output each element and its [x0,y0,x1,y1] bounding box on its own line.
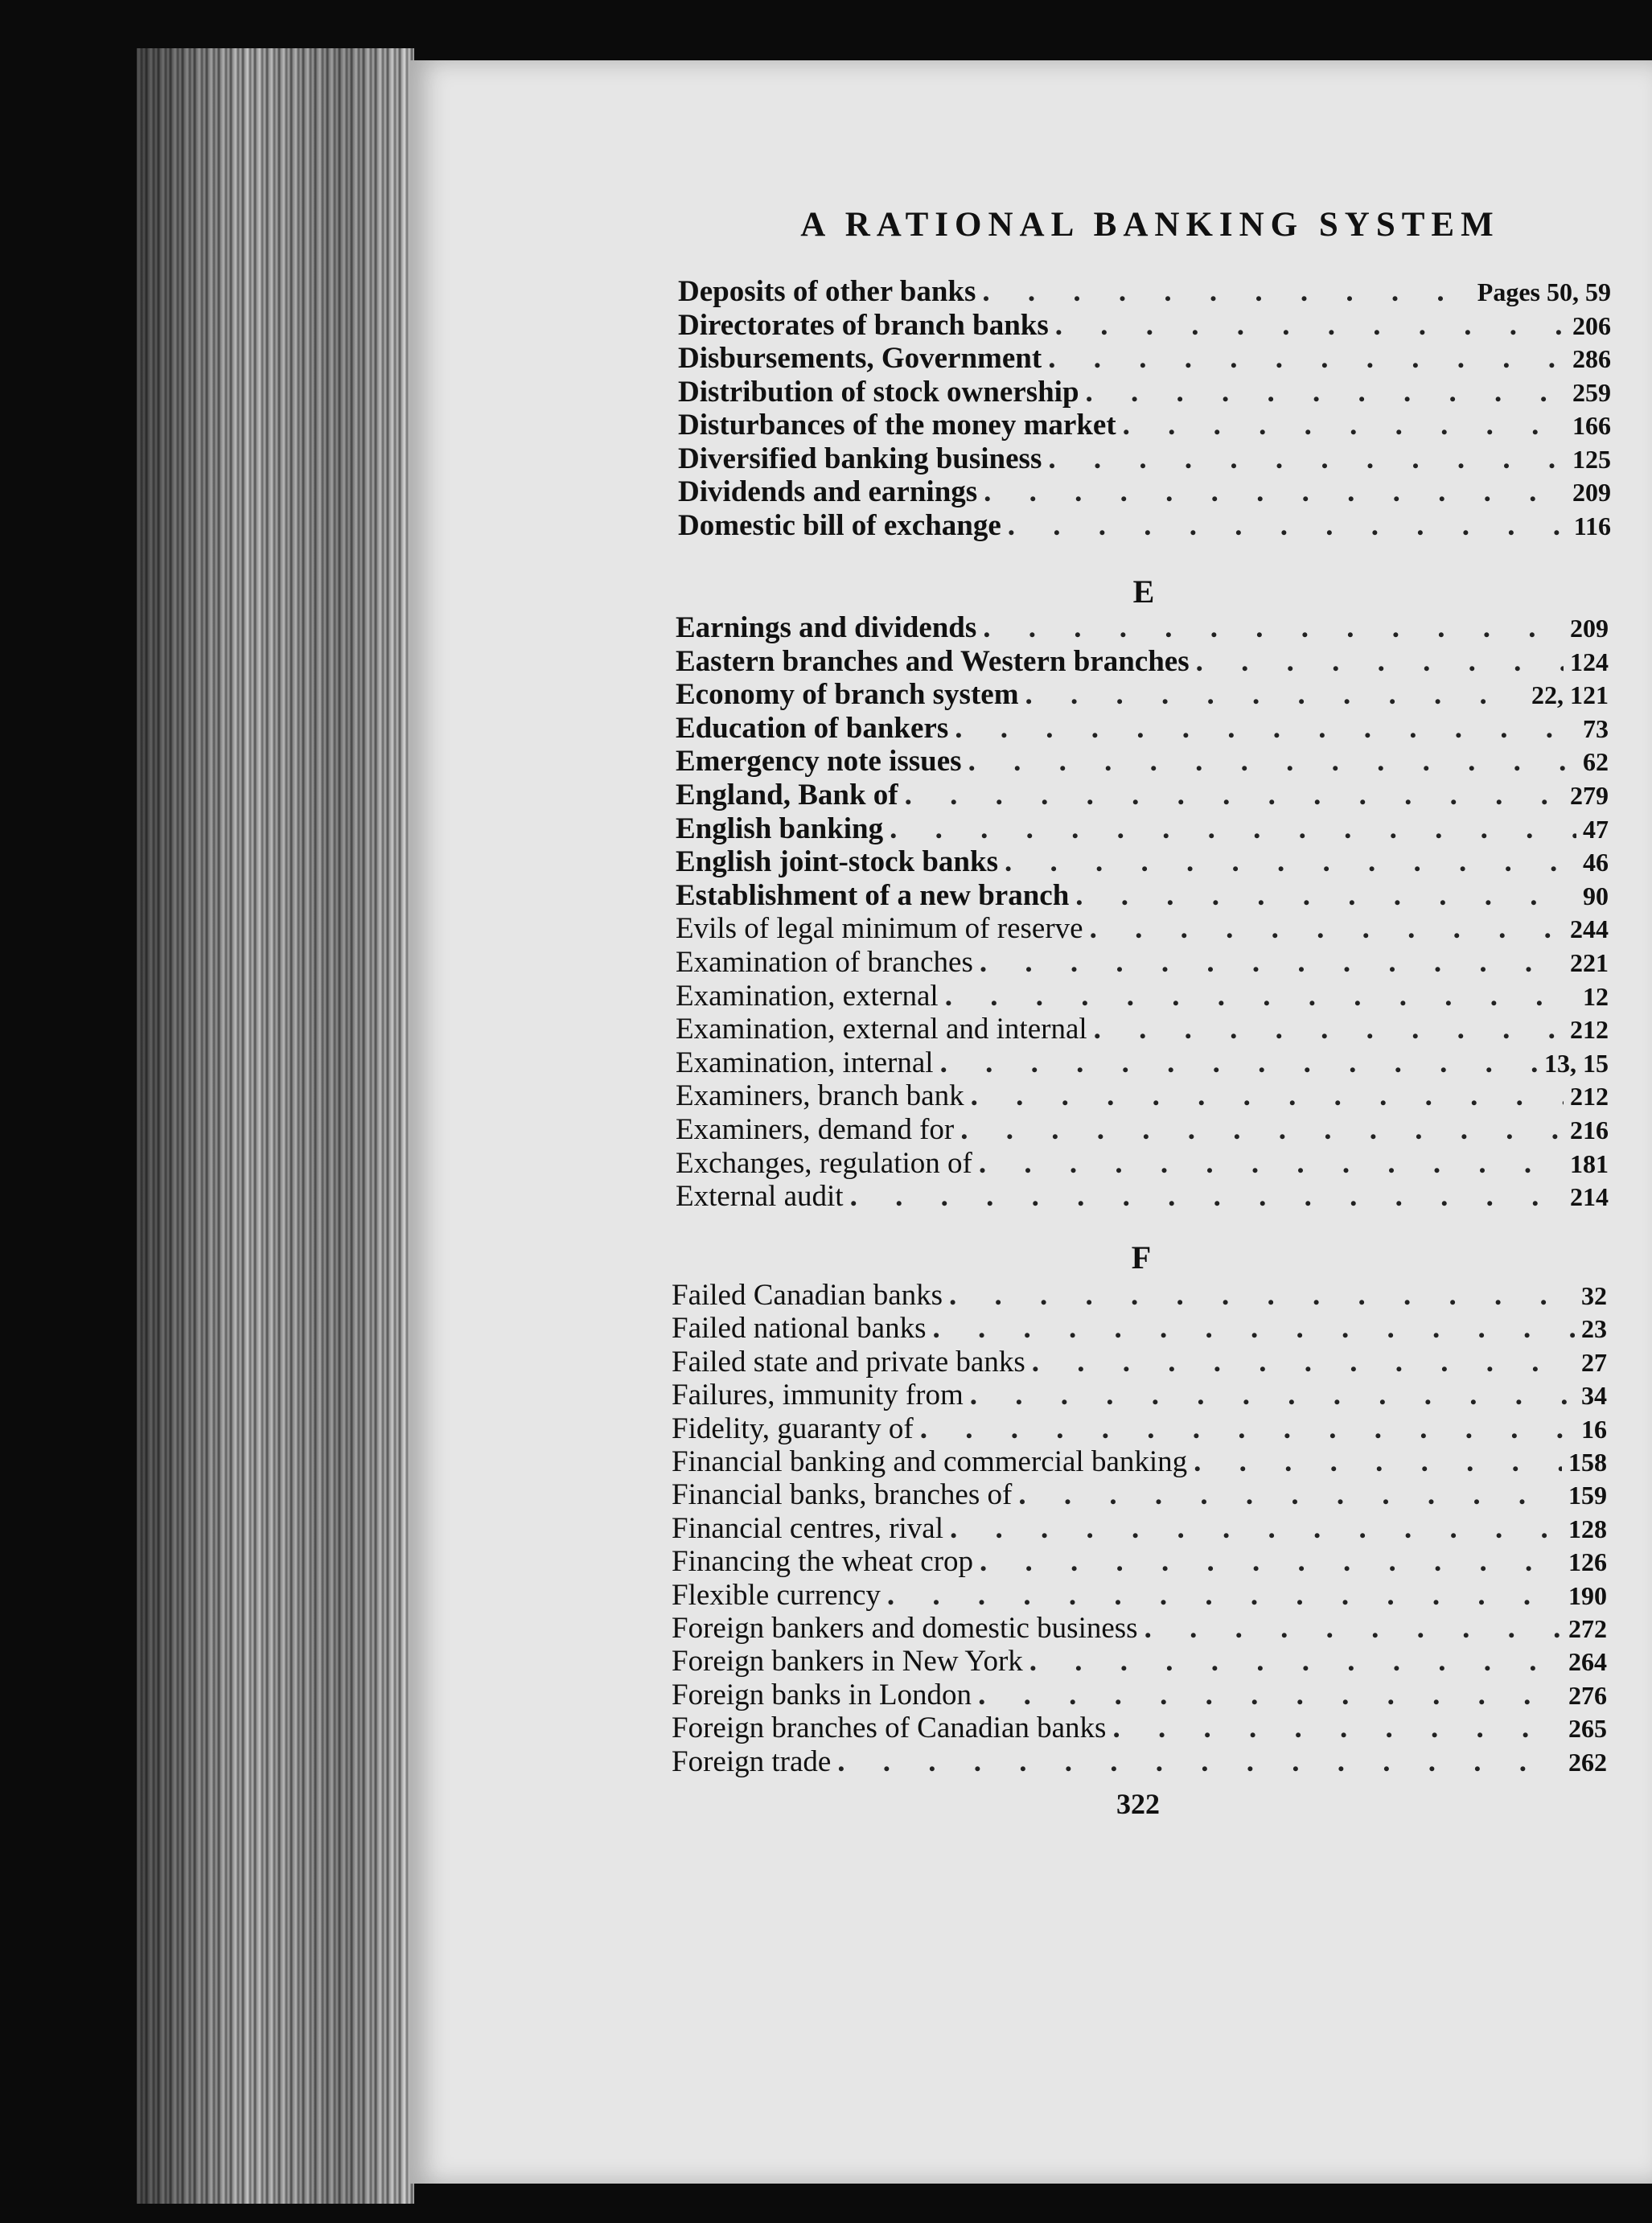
dot-leader [1008,509,1568,543]
dot-leader [950,1512,1562,1546]
index-entry [678,376,1611,409]
dot-leader [887,1579,1562,1613]
index-entry [678,342,1611,376]
dot-leader [968,745,1576,779]
dot-leader [980,1545,1562,1579]
index-page-ref: 46 [1583,848,1609,877]
dot-leader [1055,309,1566,343]
index-entry [676,645,1609,679]
index-term: Failed national banks [672,1312,927,1346]
dot-leader [1005,845,1576,879]
dot-leader [1032,1346,1575,1379]
index-entry [672,1612,1607,1646]
index-term: Economy of branch system [676,678,1019,712]
index-entry [676,879,1609,913]
index-page-ref: 272 [1568,1614,1607,1643]
index-page-ref: Pages 50, 59 [1477,277,1611,306]
index-term: Examiners, branch bank [676,1079,964,1113]
index-term: Financial centres, rival [672,1511,944,1545]
index-term: Establishment of a new branch [676,878,1070,912]
index-page-ref: 27 [1581,1347,1607,1377]
index-page-ref: 181 [1570,1148,1609,1178]
dot-leader [970,1379,1575,1412]
index-page-ref: 23 [1581,1314,1607,1344]
index-entry [676,779,1609,812]
section-letter-e: E [1132,573,1155,610]
index-page-ref: 116 [1573,511,1611,540]
dot-leader [1144,1612,1562,1646]
index-term: Financial banking and commercial banking [672,1445,1188,1478]
index-page-ref: 124 [1570,647,1609,676]
index-entry [676,611,1609,645]
dot-leader [1196,645,1564,679]
index-entry [672,1645,1607,1679]
index-term: Examination of branches [676,946,973,979]
index-entry [676,912,1609,946]
dot-leader [1075,879,1576,913]
index-term: Foreign bankers in New York [672,1645,1023,1679]
index-page-ref: 12 [1583,981,1609,1011]
index-term: Failed Canadian banks [672,1279,943,1312]
index-term: England, Bank of [676,779,898,812]
dot-leader [980,946,1564,980]
index-term: Foreign trade [672,1744,832,1778]
index-page-ref: 209 [1570,614,1609,643]
index-term: Failures, immunity from [672,1379,964,1412]
dot-leader [890,812,1576,846]
index-term: Directorates of branch banks [678,308,1049,342]
dot-leader [1123,409,1566,442]
index-term: Evils of legal minimum of reserve [676,912,1083,946]
index-term: Foreign bankers and domestic business [672,1612,1138,1645]
index-page-ref: 47 [1583,814,1609,844]
dot-leader [960,1113,1564,1147]
index-page-ref: 276 [1568,1680,1607,1710]
dot-leader [1194,1445,1562,1479]
index-term: Disbursements, Government [678,342,1042,375]
index-term: Dividends and earnings [678,475,978,508]
index-term: Earnings and dividends [676,611,977,644]
index-entry [672,1679,1607,1712]
index-term: Education of bankers [676,711,949,745]
index-entry [678,509,1611,543]
index-entry [678,442,1611,476]
index-term: Flexible currency [672,1578,881,1612]
index-entry [676,812,1609,846]
index-term: Financial banks, branches of [672,1478,1013,1512]
index-entry [672,1346,1607,1379]
index-page-ref: 159 [1568,1481,1607,1510]
index-page-ref: 166 [1572,411,1611,440]
index-page-ref: 128 [1568,1514,1607,1543]
running-head: A RATIONAL BANKING SYSTEM [800,206,1500,244]
index-term: Failed state and private banks [672,1345,1025,1379]
index-term: English banking [676,812,884,845]
index-entry [672,1279,1607,1313]
dot-leader [850,1180,1564,1214]
index-page-ref: 216 [1570,1116,1609,1144]
index-page-ref: 221 [1570,948,1609,977]
dot-leader [837,1745,1562,1779]
index-term: Examination, external [676,979,939,1013]
index-term: Eastern branches and Western branches [676,644,1190,678]
dot-leader [1090,912,1564,946]
index-entry [676,1013,1609,1046]
index-entry [672,1545,1607,1579]
index-page-ref: 206 [1572,310,1611,340]
dot-leader [905,779,1564,812]
index-term: Financing the wheat crop [672,1545,974,1579]
index-entry [672,1711,1607,1745]
index-entry [676,1147,1609,1181]
index-term: Examination, external and internal [676,1013,1087,1046]
index-entry [672,1512,1607,1546]
index-page-ref: 16 [1581,1414,1607,1444]
dot-leader [940,1046,1538,1080]
dot-leader [1048,442,1566,476]
index-page-ref: 209 [1572,478,1611,507]
index-page-ref: 214 [1570,1182,1609,1212]
index-page-ref: 212 [1570,1015,1609,1045]
index-page-ref: 62 [1583,747,1609,777]
index-entry [676,712,1609,746]
dot-leader [983,611,1564,645]
index-page-ref: 158 [1568,1448,1607,1477]
index-entry [676,946,1609,980]
index-term: External audit [676,1180,844,1214]
index-term: Examiners, demand for [676,1113,955,1146]
index-entry [678,409,1611,442]
index-entry [672,1579,1607,1613]
index-page-ref: 265 [1568,1714,1607,1744]
dot-leader [1048,342,1566,376]
dot-leader [1025,678,1525,712]
index-term: Exchanges, regulation of [676,1146,972,1180]
index-entry [676,980,1609,1013]
dot-leader [1018,1478,1562,1512]
index-entry [672,1412,1607,1446]
index-entry [676,745,1609,779]
index-term: Foreign branches of Canadian banks [672,1711,1107,1745]
index-page-ref: 125 [1572,444,1611,474]
index-page-ref: 190 [1568,1580,1607,1610]
index-term: Domestic bill of exchange [678,508,1001,542]
index-entry [676,1079,1609,1113]
index-term: Deposits of other banks [678,275,976,308]
dot-leader [920,1412,1575,1446]
dot-leader [978,1679,1562,1712]
index-page-ref: 73 [1583,713,1609,743]
index-entry [672,1312,1607,1346]
dot-leader [945,980,1576,1013]
index-page-ref: 244 [1570,914,1609,944]
index-page-ref: 286 [1572,344,1611,373]
index-page-ref: 90 [1583,881,1609,910]
dot-leader [955,712,1576,746]
index-term: Disturbances of the money market [678,409,1116,442]
index-page-ref: 13, 15 [1544,1048,1609,1078]
index-entry [676,678,1609,712]
section-letter-f: F [1131,1239,1152,1276]
index-entry [672,1379,1607,1412]
dot-leader [1112,1711,1562,1745]
index-page-ref: 22, 121 [1531,680,1609,710]
dot-leader [1086,376,1566,409]
index-page-ref: 259 [1572,377,1611,407]
index-page-ref: 212 [1570,1082,1609,1112]
index-entry [672,1445,1607,1479]
dot-leader [971,1079,1564,1113]
index-term: Emergency note issues [676,745,962,779]
index-entry [672,1478,1607,1512]
dot-leader [979,1147,1564,1181]
index-page-ref: 264 [1568,1647,1607,1677]
index-page-ref: 32 [1581,1281,1607,1310]
index-entry [676,1180,1609,1214]
index-term: Diversified banking business [678,442,1042,475]
page-number: 322 [1116,1788,1160,1820]
index-entry [676,845,1609,879]
dot-leader [982,275,1470,309]
index-page-ref: 262 [1568,1747,1607,1777]
index-page-ref: 126 [1568,1547,1607,1577]
index-term: English joint-stock banks [676,845,998,879]
index-entry [678,309,1611,343]
index-term: Fidelity, guaranty of [672,1411,914,1445]
index-page-ref: 279 [1570,781,1609,810]
index-entry [676,1046,1609,1080]
dot-leader [949,1279,1575,1313]
index-entry [676,1113,1609,1147]
index-term: Examination, internal [676,1046,934,1079]
dot-leader [1094,1013,1564,1046]
index-term: Distribution of stock ownership [678,375,1079,409]
index-entry [678,275,1611,309]
index-term: Foreign banks in London [672,1678,972,1711]
dot-leader [933,1312,1576,1346]
index-page-ref: 34 [1581,1381,1607,1411]
dot-leader [1029,1645,1562,1679]
index-entry [672,1745,1607,1779]
index-entry [678,475,1611,509]
dot-leader [984,475,1566,509]
